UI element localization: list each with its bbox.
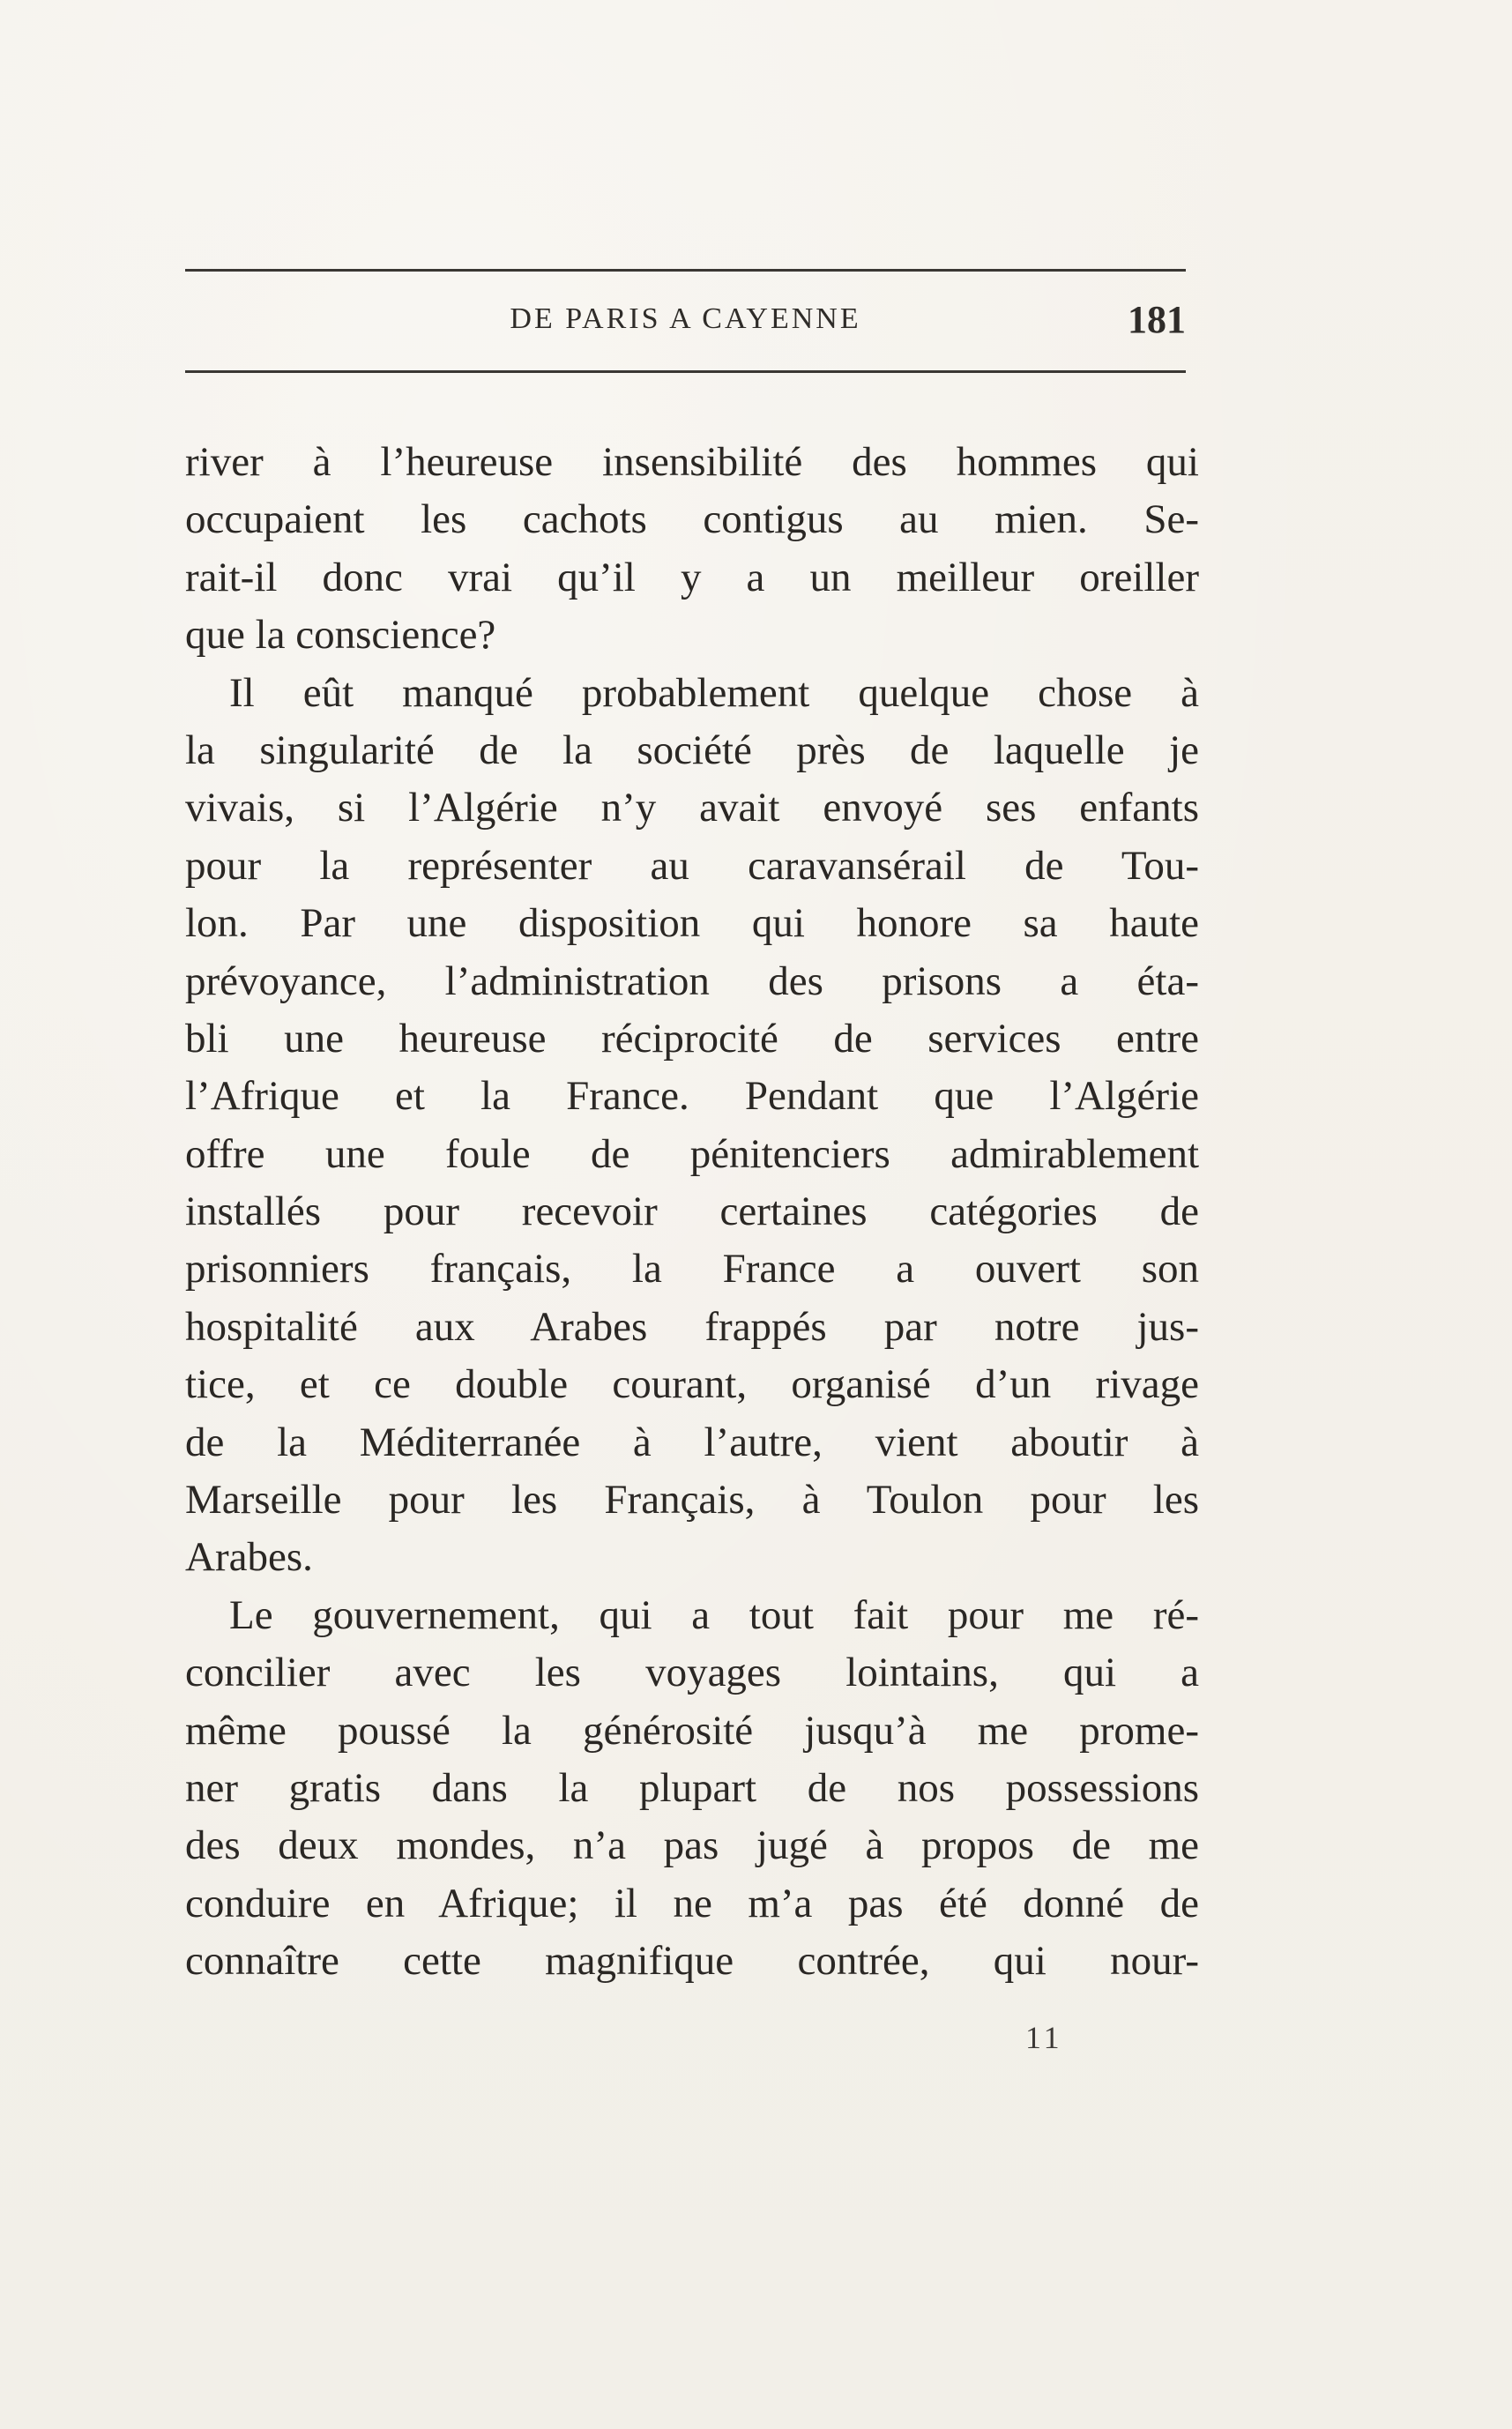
body-text	[185, 434, 1199, 1991]
text-line: Marseille pour les Français, à Toulon pour les	[185, 1477, 1199, 1524]
text-line: connaître cette magnifique contrée, qui nour-	[185, 1938, 1199, 1985]
text-line: même poussé la générosité jusqu’à me prome-	[185, 1707, 1199, 1754]
text-line: Il eût manqué probablement quelque chose à	[229, 669, 1199, 716]
text-line: tice, et ce double courant, organisé d’un rivage	[185, 1361, 1199, 1408]
text-line: installés pour recevoir certaines catégories de	[185, 1188, 1199, 1235]
text-line: occupaient les cachots contigus au mien. Se-	[185, 496, 1199, 543]
text-line: de la Méditerranée à l’autre, vient aboutir à	[185, 1419, 1199, 1465]
running-head	[185, 298, 1186, 346]
text-line: l’Afrique et la France. Pendant que l’Algérie	[185, 1073, 1199, 1120]
text-line: la singularité de la société près de laquelle je	[185, 726, 1199, 773]
text-line: hospitalité aux Arabes frappés par notre jus-	[185, 1303, 1199, 1350]
text-line: des deux mondes, n’a pas jugé à propos de me	[185, 1822, 1199, 1869]
text-line: Arabes.	[185, 1534, 313, 1581]
text-line: que la conscience?	[185, 612, 496, 659]
page-number: 181	[1128, 298, 1186, 341]
text-line: prisonniers français, la France a ouvert son	[185, 1246, 1199, 1293]
text-line: pour la représenter au caravansérail de Tou-	[185, 842, 1199, 889]
header-top-rule	[185, 269, 1186, 272]
text-line: concilier avec les voyages lointains, qui a	[185, 1650, 1199, 1696]
text-line: offre une foule de pénitenciers admirablement	[185, 1130, 1199, 1177]
text-line: bli une heureuse réciprocité de services entre	[185, 1015, 1199, 1062]
text-line: ner gratis dans la plupart de nos possessions	[185, 1764, 1199, 1811]
text-line: Le gouvernement, qui a tout fait pour me ré-	[229, 1591, 1199, 1638]
text-line: river à l’heureuse insensibilité des hommes qui	[185, 439, 1199, 485]
running-title: DE PARIS A CAYENNE	[510, 302, 861, 335]
text-line: conduire en Afrique; il ne m’a pas été donné de	[185, 1880, 1199, 1926]
text-line: vivais, si l’Algérie n’y avait envoyé ses enfants	[185, 785, 1199, 831]
text-line: prévoyance, l’administration des prisons a éta-	[185, 957, 1199, 1004]
header-bottom-rule	[185, 370, 1186, 373]
text-line: rait-il donc vrai qu’il y a un meilleur oreiller	[185, 554, 1199, 600]
signature-mark: 11	[1025, 2020, 1063, 2055]
text-line: lon. Par une disposition qui honore sa haute	[185, 900, 1199, 947]
